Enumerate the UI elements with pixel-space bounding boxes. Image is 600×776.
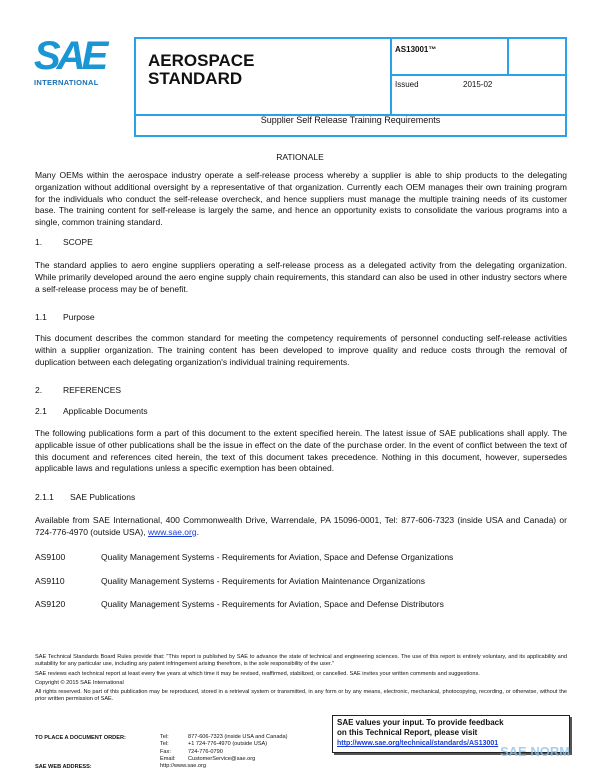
doc-type: AEROSPACE STANDARD: [148, 51, 255, 88]
purpose-text: This document describes the common standard for meeting the competency requirements of personnel conducting self-release activities within a supplier organization. The training content has been developed to improve quality and reduce costs through the removal of duplication between each delegating organization's individual training requirements.: [35, 333, 567, 367]
document-title: Supplier Self Release Training Requirements: [260, 115, 441, 125]
scope-text: The standard applies to aero engine suppliers operating a self-release process as a delegated activity from the delegating organization. While primarily developed around the aero engine supply chain requirements, this standard can also be used in other industry sectors where a self-release process may be of benefit.: [35, 260, 567, 294]
section-purpose-heading: 1.1 Purpose: [35, 312, 95, 322]
order-label: TO PLACE A DOCUMENT ORDER:: [35, 735, 126, 741]
applicable-text: The following publications form a part of this document to the extent specified herein. The latest issue of SAE publications shall apply. The applicable issue of other publications shall be the issue in effect on the date of the purchase order. In the event of conflict between the text of this document and references cited herein, the text of this document takes precedence. Nothing in this document, however, supersedes applicable laws and regulations unless a specific exemption has been obtained.: [35, 428, 567, 474]
sae-link[interactable]: www.sae.org: [147, 526, 197, 537]
reference-item: AS9100 Quality Management Systems - Requirements for Aviation, Space and Defense Organizations: [35, 552, 454, 562]
standard-number: AS13001™: [395, 45, 437, 54]
reference-item: AS9110 Quality Management Systems - Requirements for Aviation Maintenance Organizations: [35, 576, 425, 586]
order-contacts: Tel: 877-606-7323 (inside USA and Canada) Tel: +1 724-776-4970 (outside USA) Fax: 724-776-0790 Email: CustomerService@sae.org http://www.sae.org: [160, 734, 288, 770]
sae-pubs-text: Available from SAE International, 400 Commonwealth Drive, Warrendale, PA 15096-0001, Tel: 877-606-7323 (inside USA and Canada) or 724-776-4970 (outside USA), www.sae.org.: [35, 515, 567, 537]
rationale-text: Many OEMs within the aerospace industry operate a self-release process whereby a supplier is able to ship products to the delegating organization without additional oversight by a representative of that organization. Currently each OEM manages their own training program for the individuals who conduct the self-release overcheck, and hence suppliers must manage the multiple training needs of its customer base. The training content for self-release is largely the same, and hence an opportunity exists to consolidate the various programs into a single, common training standard.: [35, 170, 567, 228]
logo-mark: SAE: [34, 34, 105, 78]
section-scope-heading: 1. SCOPE: [35, 237, 93, 247]
web-address[interactable]: http://www.sae.org: [160, 763, 207, 770]
section-applicable-heading: 2.1 Applicable Documents: [35, 406, 148, 416]
rationale-heading: RATIONALE: [276, 152, 324, 162]
watermark: SAE NORM: [500, 744, 571, 759]
logo-subtitle: INTERNATIONAL: [34, 78, 99, 87]
feedback-box: SAE values your input. To provide feedback on this Technical Report, please visit http://www.sae.org/technical/standards/AS13001: [332, 715, 570, 753]
feedback-link[interactable]: http://www.sae.org/technical/standards/AS13001: [337, 740, 499, 747]
section-sae-pubs-heading: 2.1.1 SAE Publications: [35, 492, 136, 502]
web-label: SAE WEB ADDRESS:: [35, 764, 92, 770]
issued-label: Issued: [395, 80, 419, 89]
footer-notices: SAE Technical Standards Board Rules provide that: "This report is published by SAE to advance the state of technical and engineering sciences. The use of this report is entirely voluntary, and its applicability and suitability for any particular use, including any patent infringement arising therefrom, is the sole responsibility of the user." SAE reviews each technical report at least every five years at which time it may be revised, reaffirmed, stabilized, or cancelled. SAE invites your written comments and suggestions. Copyright © 2015 SAE International All rights reserved. No part of this publication may be reproduced, stored in a retrieval system or transmitted, in any form or by any means, electronic, mechanical, photocopying, recording, or otherwise, without the prior written permission of SAE.: [35, 654, 567, 703]
sae-logo: [34, 36, 114, 86]
issued-date: 2015-02: [463, 80, 493, 89]
reference-item: AS9120 Quality Management Systems - Requirements for Aviation, Space and Defense Distributors: [35, 599, 444, 609]
section-references-heading: 2. REFERENCES: [35, 385, 122, 395]
